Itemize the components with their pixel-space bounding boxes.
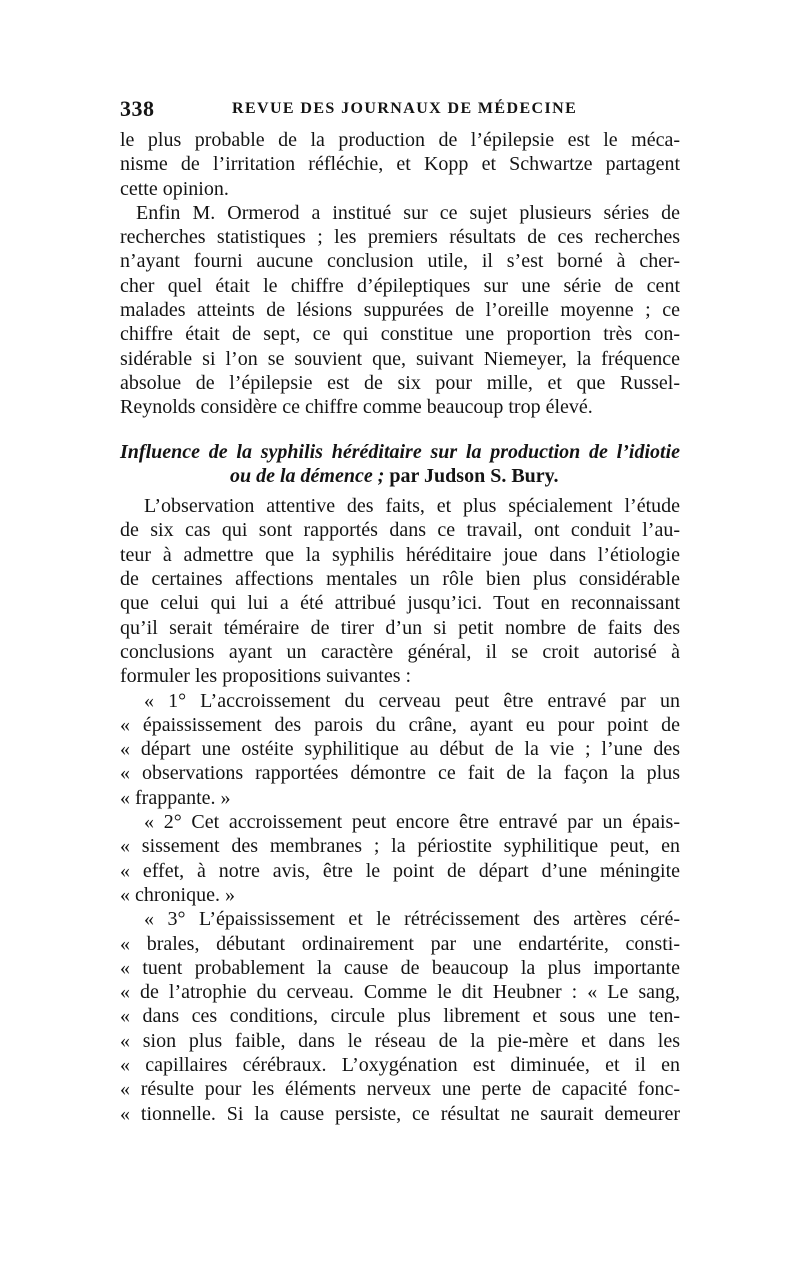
text-line: Enfin M. Ormerod a institué sur ce sujet plusieurs séries de <box>136 201 680 224</box>
text-line: teur à admettre que la syphilis héréditaire joue dans l’étiologie <box>120 543 680 566</box>
text-line: le plus probable de la production de l’épilepsie est le méca- <box>120 129 680 151</box>
quote-line: « brales, débutant ordinairement par une endartérite, consti- <box>120 932 680 955</box>
text-line: cette opinion. <box>120 177 229 200</box>
text-line: malades atteints de lésions suppurées de l’oreille moyenne ; ce <box>120 299 680 322</box>
text-line: absolue de l’épilepsie est de six pour mille, et que Russel- <box>120 371 680 394</box>
quote-line: « tionnelle. Si la cause persiste, ce résultat ne saurait demeurer <box>120 1102 680 1125</box>
quote-line: « de l’atrophie du cerveau. Comme le dit Heubner : « Le sang, <box>120 981 680 1004</box>
text-line: chiffre était de sept, ce qui constitue une proportion très con- <box>120 323 680 346</box>
quote-line: « frappante. » <box>120 786 231 809</box>
article-body <box>120 128 680 1126</box>
quote-line: « sion plus faible, dans le réseau de la pie-mère et dans les <box>120 1029 680 1052</box>
quote-line: « 1° L’accroissement du cerveau peut être entravé par un <box>144 689 680 712</box>
text-line: que celui qui lui a été attribué jusqu’ici. Tout en reconnaissant <box>120 592 680 615</box>
text-line: qu’il serait téméraire de tirer d’un si petit nombre de faits des <box>120 616 680 639</box>
quote-line: « sissement des membranes ; la périostite syphilitique peut, en <box>120 835 680 858</box>
section-title-italic: ou de la démence ; <box>230 464 385 487</box>
quote-line: « tuent probablement la cause de beaucoup la plus importante <box>120 956 680 979</box>
section-title-line2 <box>120 464 680 488</box>
text-line: de certaines affections mentales un rôle bien plus considérable <box>120 568 680 591</box>
quote-line: « chronique. » <box>120 883 235 906</box>
quote-line: « résulte pour les éléments nerveux une perte de capacité fonc- <box>120 1078 680 1101</box>
page-number: 338 <box>120 96 155 121</box>
running-title: REVUE DES JOURNAUX DE MÉDECINE <box>232 100 578 117</box>
text-line: Reynolds considère ce chiffre comme beaucoup trop élevé. <box>120 396 593 419</box>
quote-line: « 2° Cet accroissement peut encore être entravé par un épais- <box>144 811 680 834</box>
text-line: sidérable si l’on se souvient que, suivant Niemeyer, la fréquence <box>120 347 680 370</box>
quote-line: « capillaires cérébraux. L’oxygénation est diminuée, et il en <box>120 1053 680 1076</box>
text-line: L’observation attentive des faits, et plus spécialement l’étude <box>144 495 680 518</box>
text-line: conclusions ayant un caractère général, il se croit autorisé à <box>120 640 680 663</box>
text-line: nisme de l’irritation réfléchie, et Kopp et Schwartze partagent <box>120 153 680 176</box>
quote-line: « effet, à notre avis, être le point de départ d’une méningite <box>120 859 680 882</box>
quote-line: « observations rapportées démontre ce fait de la façon la plus <box>120 762 680 785</box>
quote-line: « dans ces conditions, circule plus librement et sous une ten- <box>120 1005 680 1028</box>
quote-line: « épaississement des parois du crâne, ayant eu pour point de <box>120 713 680 736</box>
section-title: Influence de la syphilis héréditaire sur la production de l’idiotie <box>120 440 680 463</box>
quote-line: « départ une ostéite syphilitique au début de la vie ; l’une des <box>120 738 680 761</box>
text-line: n’ayant fourni aucune conclusion utile, il s’est borné à cher- <box>120 250 680 273</box>
text-line: recherches statistiques ; les premiers résultats de ces recherches <box>120 226 680 249</box>
quote-line: « 3° L’épaississement et le rétrécissement des artères céré- <box>144 908 680 931</box>
text-line: cher quel était le chiffre d’épileptiques sur une série de cent <box>120 274 680 297</box>
text-line: formuler les propositions suivantes : <box>120 665 412 688</box>
text-line: de six cas qui sont rapportés dans ce travail, ont conduit l’au- <box>120 519 680 542</box>
page-header <box>120 96 680 126</box>
section-author: par Judson S. Bury. <box>389 464 559 487</box>
